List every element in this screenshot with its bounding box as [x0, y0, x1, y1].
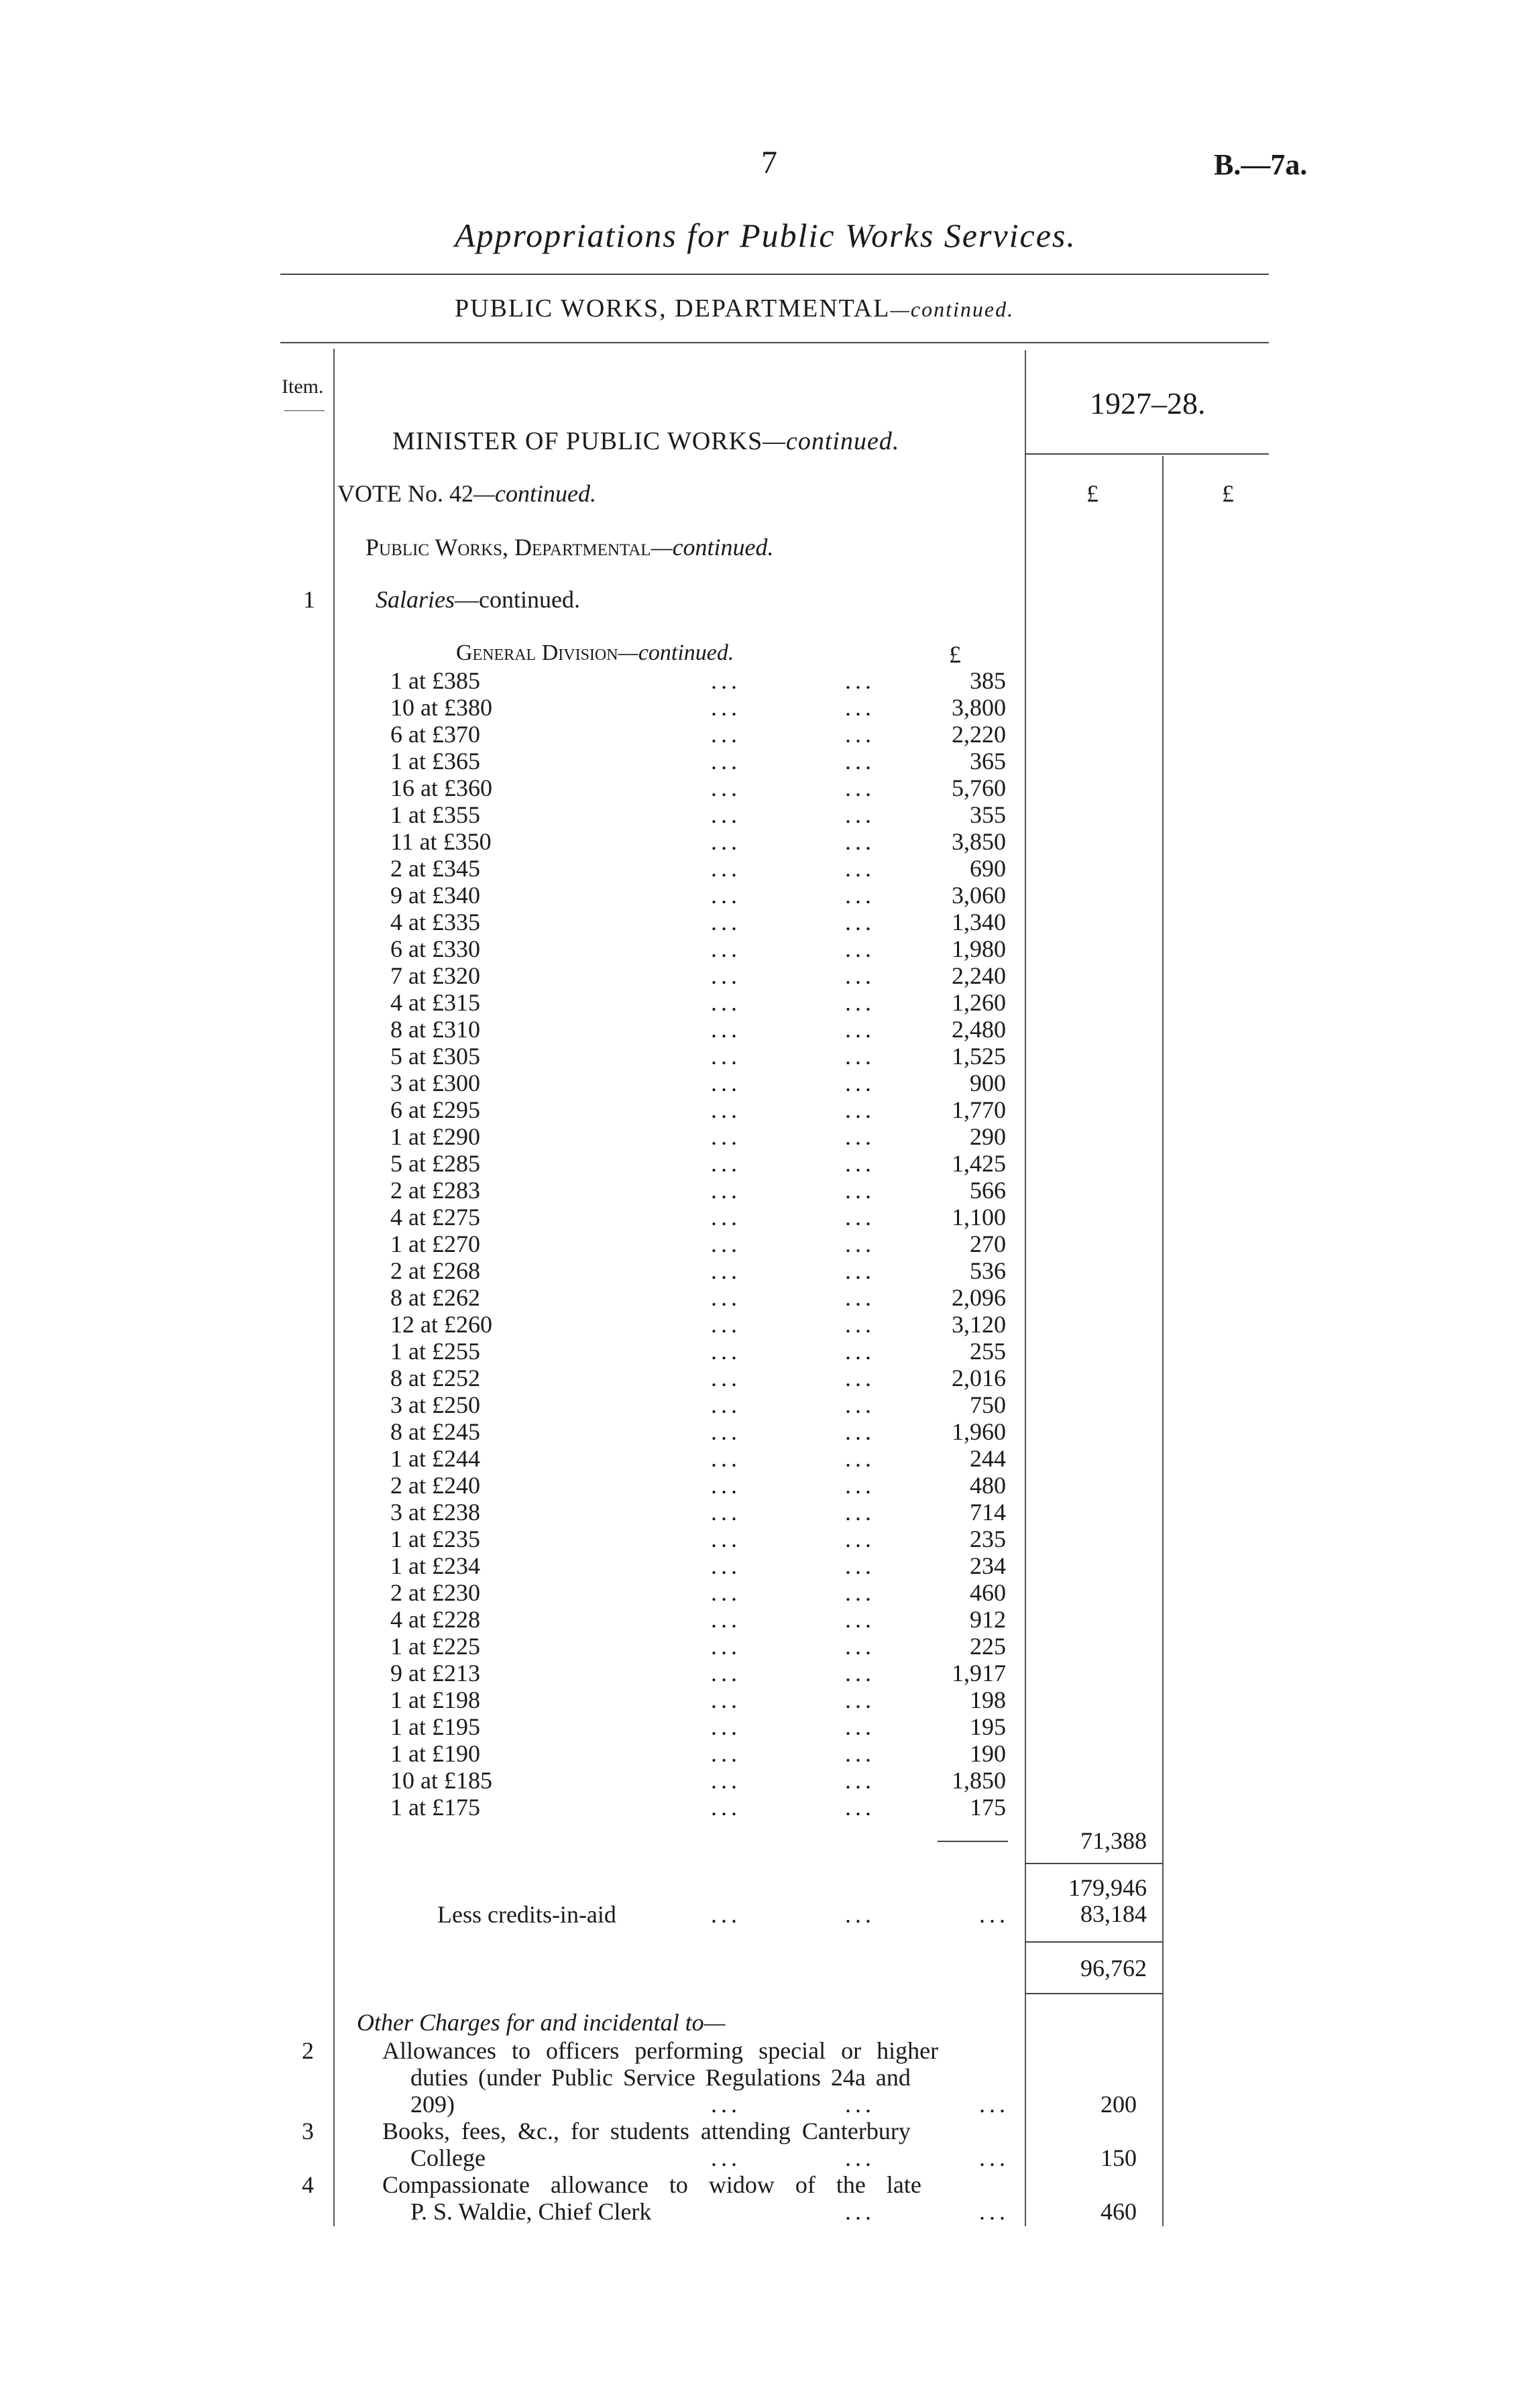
salary-row-description: 5 at £305 — [390, 1043, 480, 1070]
leader-dots: ... — [845, 1150, 875, 1177]
salary-row — [0, 1365, 1521, 1391]
leader-dots: ... — [711, 1230, 741, 1257]
general-division-text: General Division — [456, 640, 618, 665]
subtotal-rule — [938, 1841, 1008, 1842]
leader-dots: ... — [711, 1579, 741, 1606]
item-3-amount: 150 — [1101, 2144, 1137, 2171]
salary-row-description: 8 at £310 — [390, 1016, 480, 1043]
leader-dots: ... — [845, 775, 875, 801]
salary-row-amount: 3,060 — [952, 882, 1006, 909]
gross-total: 179,946 — [1068, 1874, 1147, 1901]
salary-row-description: 8 at £245 — [390, 1418, 480, 1445]
salary-row-description: 3 at £238 — [390, 1499, 480, 1526]
salary-row-description: 4 at £315 — [390, 989, 480, 1016]
total-rule-3 — [1025, 1993, 1162, 1994]
leader-dots: ... — [711, 1096, 741, 1123]
salary-row-amount: 3,800 — [952, 694, 1006, 721]
leader-dots: ... — [845, 1552, 875, 1579]
leader-dots: ... — [711, 962, 741, 989]
item-3-leader-2: ... — [845, 2144, 875, 2171]
salary-row — [0, 1794, 1521, 1821]
salary-row-description: 10 at £380 — [390, 694, 492, 721]
leader-dots: ... — [711, 1123, 741, 1150]
salary-row-amount: 1,100 — [952, 1204, 1006, 1230]
salary-row-description: 5 at £285 — [390, 1150, 480, 1177]
salary-row — [0, 1445, 1521, 1472]
salary-row-amount: 714 — [970, 1499, 1006, 1526]
vote-heading — [337, 479, 596, 508]
leader-dots: ... — [711, 1713, 741, 1740]
leader-dots: ... — [711, 1043, 741, 1070]
salary-row — [0, 1713, 1521, 1740]
salary-row — [0, 1070, 1521, 1096]
item-2-leader-1: ... — [711, 2091, 741, 2118]
salaries-continued: —continued. — [455, 586, 580, 613]
leader-dots: ... — [711, 882, 741, 909]
salary-row — [0, 989, 1521, 1016]
leader-dots: ... — [711, 801, 741, 828]
salary-row — [0, 1311, 1521, 1338]
salary-row-description: 7 at £320 — [390, 962, 480, 989]
salary-row-description: 1 at £235 — [390, 1526, 480, 1552]
salary-row-description: 6 at £295 — [390, 1096, 480, 1123]
division-heading — [365, 533, 774, 561]
salary-row-amount: 1,340 — [952, 909, 1006, 935]
leader-dots: ... — [845, 1794, 875, 1821]
total-rule-1 — [1025, 1863, 1162, 1864]
salary-row-amount: 3,850 — [952, 828, 1006, 855]
item-2-leader-2: ... — [845, 2091, 875, 2118]
leader-dots: ... — [711, 721, 741, 748]
salary-row — [0, 1418, 1521, 1445]
less-credits-label: Less credits-in-aid — [437, 1901, 616, 1928]
salary-row — [0, 694, 1521, 721]
item-4-leader-1: ... — [845, 2198, 875, 2225]
salary-row — [0, 828, 1521, 855]
salary-row-amount: 1,770 — [952, 1096, 1006, 1123]
salary-row-amount: 235 — [970, 1526, 1006, 1552]
leader-dots: ... — [845, 1204, 875, 1230]
leader-dots: ... — [845, 1284, 875, 1311]
vote-continued: —continued. — [473, 480, 596, 507]
leader-dots: ... — [845, 694, 875, 721]
general-division-total: 71,388 — [1080, 1827, 1147, 1854]
salary-row-amount: 2,480 — [952, 1016, 1006, 1043]
minister-text: MINISTER OF PUBLIC WORKS — [392, 427, 763, 455]
leader-dots: ... — [845, 1418, 875, 1445]
item-3-number: 3 — [302, 2118, 314, 2144]
salary-row-description: 4 at £228 — [390, 1606, 480, 1633]
salary-row-amount: 244 — [970, 1445, 1006, 1472]
salary-row-amount: 355 — [970, 801, 1006, 828]
leader-dots: ... — [711, 1472, 741, 1499]
leader-dots: ... — [845, 828, 875, 855]
salary-row — [0, 1499, 1521, 1526]
leader-dots: ... — [845, 855, 875, 882]
leader-dots: ... — [711, 694, 741, 721]
leader-dots: ... — [845, 882, 875, 909]
total-rule-2 — [1025, 1941, 1162, 1943]
item-header-underline — [284, 410, 325, 411]
leader-dots: ... — [711, 748, 741, 775]
salary-row-description: 9 at £213 — [390, 1660, 480, 1686]
item-2-line-3: 209) — [410, 2091, 455, 2118]
leader-dots: ... — [845, 1445, 875, 1472]
item-4-leader-2: ... — [979, 2198, 1009, 2225]
leader-dots: ... — [711, 909, 741, 935]
leader-dots: ... — [845, 1123, 875, 1150]
leader-dots: ... — [711, 1418, 741, 1445]
salary-row-description: 2 at £240 — [390, 1472, 480, 1499]
subtitle-continued: —continued. — [890, 297, 1015, 321]
salary-row-description: 1 at £355 — [390, 801, 480, 828]
item-4-number: 4 — [302, 2171, 314, 2198]
salary-row-description: 2 at £230 — [390, 1579, 480, 1606]
salary-row-description: 4 at £335 — [390, 909, 480, 935]
less-credits-amount: 83,184 — [1080, 1900, 1147, 1927]
document-reference: B.—7a. — [1214, 148, 1308, 181]
leader-dots: ... — [711, 1552, 741, 1579]
leader-dots: ... — [845, 1686, 875, 1713]
leader-dots: ... — [845, 1365, 875, 1391]
salary-row — [0, 721, 1521, 748]
leader-dots: ... — [711, 935, 741, 962]
salary-row — [0, 1338, 1521, 1365]
leader-dots: ... — [845, 989, 875, 1016]
salary-row-description: 11 at £350 — [390, 828, 492, 855]
salary-row-description: 1 at £290 — [390, 1123, 480, 1150]
salary-row-description: 10 at £185 — [390, 1767, 492, 1794]
salary-row-description: 6 at £330 — [390, 935, 480, 962]
section-subtitle — [455, 294, 1014, 323]
salary-row-amount: 566 — [970, 1177, 1006, 1204]
net-total: 96,762 — [1080, 1955, 1147, 1982]
leader-dots: ... — [711, 1257, 741, 1284]
salary-row-amount: 2,016 — [952, 1365, 1006, 1391]
item-2-line-1: Allowances to officers performing special or higher — [382, 2037, 939, 2064]
leader-dots: ... — [711, 1686, 741, 1713]
salary-row — [0, 667, 1521, 694]
leader-dots: ... — [711, 989, 741, 1016]
item-2-leader-3: ... — [979, 2091, 1009, 2118]
item-3-leader-1: ... — [711, 2144, 741, 2171]
leader-dots: ... — [711, 1499, 741, 1526]
leader-dots: ... — [845, 1096, 875, 1123]
salary-row — [0, 1016, 1521, 1043]
salary-row-amount: 290 — [970, 1123, 1006, 1150]
leader-dots: ... — [845, 801, 875, 828]
salary-row-amount: 1,850 — [952, 1767, 1006, 1794]
salary-row-amount: 175 — [970, 1794, 1006, 1821]
salary-row-amount: 690 — [970, 855, 1006, 882]
leader-dots: ... — [845, 1016, 875, 1043]
other-charges-heading: Other Charges for and incidental to— — [357, 2009, 726, 2036]
salary-row — [0, 1686, 1521, 1713]
salary-row — [0, 1633, 1521, 1660]
salary-row-amount: 900 — [970, 1070, 1006, 1096]
salary-row — [0, 1660, 1521, 1686]
leader-dots: ... — [711, 1526, 741, 1552]
salary-row-description: 3 at £250 — [390, 1391, 480, 1418]
salary-row — [0, 935, 1521, 962]
salary-row-amount: 195 — [970, 1713, 1006, 1740]
leader-dots: ... — [845, 962, 875, 989]
salary-row-amount: 1,425 — [952, 1150, 1006, 1177]
leader-dots: ... — [711, 1391, 741, 1418]
general-division-heading — [456, 640, 734, 666]
salary-row-description: 16 at £360 — [390, 775, 492, 801]
leader-dots: ... — [845, 1472, 875, 1499]
leader-dots: ... — [845, 1767, 875, 1794]
salary-row-amount: 750 — [970, 1391, 1006, 1418]
leader-dots: ... — [711, 1767, 741, 1794]
salary-row-amount: 460 — [970, 1579, 1006, 1606]
leader-dots: ... — [845, 935, 875, 962]
salary-row-description: 1 at £244 — [390, 1445, 480, 1472]
salary-row-amount: 536 — [970, 1257, 1006, 1284]
leader-dots: ... — [711, 828, 741, 855]
salary-row-amount: 270 — [970, 1230, 1006, 1257]
leader-dots: ... — [711, 1338, 741, 1365]
leader-dots: ... — [845, 1177, 875, 1204]
leader-dots: ... — [845, 1070, 875, 1096]
item-2-number: 2 — [302, 2037, 314, 2064]
page-number: 7 — [761, 145, 777, 180]
division-text: Public Works, Departmental — [365, 534, 651, 561]
leader-dots: ... — [845, 1606, 875, 1633]
item-4-line-2: P. S. Waldie, Chief Clerk — [410, 2198, 652, 2225]
leader-dots: ... — [711, 667, 741, 694]
leader-dots: ... — [711, 1150, 741, 1177]
salary-row-amount: 190 — [970, 1740, 1006, 1767]
salary-row — [0, 855, 1521, 882]
item-3-line-1: Books, fees, &c., for students attending Canterbury — [382, 2118, 911, 2144]
division-continued: —continued. — [651, 534, 774, 561]
salary-row-amount: 198 — [970, 1686, 1006, 1713]
salary-row — [0, 1552, 1521, 1579]
salary-row-amount: 1,525 — [952, 1043, 1006, 1070]
salary-row-description: 1 at £225 — [390, 1633, 480, 1660]
leader-dots: ... — [711, 775, 741, 801]
salary-row — [0, 882, 1521, 909]
salary-row — [0, 801, 1521, 828]
salary-row-description: 1 at £270 — [390, 1230, 480, 1257]
salaries-text: Salaries — [376, 586, 455, 613]
leader-dots: ... — [711, 1606, 741, 1633]
minister-heading — [392, 426, 899, 456]
salary-row — [0, 1472, 1521, 1499]
salary-row — [0, 1043, 1521, 1070]
item-4-amount: 460 — [1101, 2198, 1137, 2225]
salary-row-amount: 1,260 — [952, 989, 1006, 1016]
salary-row-description: 1 at £195 — [390, 1713, 480, 1740]
salary-row-description: 4 at £275 — [390, 1204, 480, 1230]
salary-row — [0, 1177, 1521, 1204]
salary-row-description: 9 at £340 — [390, 882, 480, 909]
item-2-line-2: duties (under Public Service Regulations 24a and — [410, 2064, 911, 2091]
main-title: Appropriations for Public Works Services. — [455, 217, 1076, 254]
leader-dots: ... — [711, 1794, 741, 1821]
salary-row-description: 1 at £190 — [390, 1740, 480, 1767]
salary-row-amount: 365 — [970, 748, 1006, 775]
leader-dots: ... — [711, 1016, 741, 1043]
salary-row-description: 6 at £370 — [390, 721, 480, 748]
salary-row-description: 1 at £234 — [390, 1552, 480, 1579]
minister-continued: —continued. — [763, 427, 900, 455]
salaries-heading — [376, 585, 580, 614]
salary-row — [0, 1284, 1521, 1311]
item-column-header: Item. — [282, 376, 324, 398]
salary-row-description: 8 at £262 — [390, 1284, 480, 1311]
salary-row-amount: 255 — [970, 1338, 1006, 1365]
salary-row — [0, 1123, 1521, 1150]
leader-dots: ... — [845, 1713, 875, 1740]
salary-row — [0, 1150, 1521, 1177]
salary-row-amount: 385 — [970, 667, 1006, 694]
salary-row-amount: 3,120 — [952, 1311, 1006, 1338]
salary-row — [0, 1606, 1521, 1633]
leader-dots: ... — [711, 1284, 741, 1311]
salary-row-description: 1 at £255 — [390, 1338, 480, 1365]
item-2-amount: 200 — [1101, 2091, 1137, 2118]
less-credits-leader-3: ... — [979, 1901, 1009, 1928]
leader-dots: ... — [845, 1338, 875, 1365]
subtitle-text: PUBLIC WORKS, DEPARTMENTAL — [455, 294, 891, 323]
salary-row-amount: 2,220 — [952, 721, 1006, 748]
salaries-item-number: 1 — [303, 586, 315, 613]
leader-dots: ... — [711, 1445, 741, 1472]
salary-row-description: 12 at £260 — [390, 1311, 492, 1338]
leader-dots: ... — [845, 1660, 875, 1686]
salary-row — [0, 1740, 1521, 1767]
salary-row-description: 2 at £345 — [390, 855, 480, 882]
salary-row — [0, 775, 1521, 801]
salary-row — [0, 909, 1521, 935]
leader-dots: ... — [711, 1204, 741, 1230]
salary-row-description: 2 at £268 — [390, 1257, 480, 1284]
item-3-line-2: College — [410, 2144, 486, 2171]
salary-row-amount: 5,760 — [952, 775, 1006, 801]
salary-row-description: 8 at £252 — [390, 1365, 480, 1391]
general-division-continued: —continued. — [618, 640, 734, 665]
salary-row-description: 1 at £198 — [390, 1686, 480, 1713]
salary-row — [0, 1204, 1521, 1230]
leader-dots: ... — [845, 1526, 875, 1552]
subtitle-rule — [280, 342, 1269, 343]
leader-dots: ... — [845, 1043, 875, 1070]
leader-dots: ... — [711, 1070, 741, 1096]
item-4-line-1: Compassionate allowance to widow of the late — [382, 2171, 921, 2198]
salary-row — [0, 748, 1521, 775]
salary-row-description: 1 at £175 — [390, 1794, 480, 1821]
leader-dots: ... — [845, 748, 875, 775]
leader-dots: ... — [711, 1633, 741, 1660]
leader-dots: ... — [711, 1365, 741, 1391]
salary-row — [0, 1096, 1521, 1123]
salary-row-amount: 480 — [970, 1472, 1006, 1499]
leader-dots: ... — [845, 909, 875, 935]
currency-symbol-total: £ — [1222, 480, 1234, 507]
vote-text: VOTE No. 42 — [337, 480, 473, 507]
leader-dots: ... — [845, 1579, 875, 1606]
leader-dots: ... — [711, 1740, 741, 1767]
salary-row-amount: 1,980 — [952, 935, 1006, 962]
leader-dots: ... — [845, 667, 875, 694]
salary-row — [0, 1526, 1521, 1552]
salary-row-amount: 234 — [970, 1552, 1006, 1579]
salary-row-amount: 225 — [970, 1633, 1006, 1660]
leader-dots: ... — [845, 1257, 875, 1284]
currency-symbol-subtotal: £ — [1086, 480, 1098, 507]
salary-row-description: 1 at £385 — [390, 667, 480, 694]
salary-row — [0, 1257, 1521, 1284]
leader-dots: ... — [711, 1660, 741, 1686]
leader-dots: ... — [711, 1177, 741, 1204]
salary-row — [0, 1230, 1521, 1257]
leader-dots: ... — [845, 1633, 875, 1660]
leader-dots: ... — [845, 1230, 875, 1257]
less-credits-leader-1: ... — [711, 1901, 741, 1928]
salary-row-amount: 2,096 — [952, 1284, 1006, 1311]
salary-row-amount: 1,917 — [952, 1660, 1006, 1686]
item-3-leader-3: ... — [979, 2144, 1009, 2171]
salary-row — [0, 1767, 1521, 1794]
fiscal-year-header: 1927–28. — [1090, 386, 1206, 420]
leader-dots: ... — [845, 1740, 875, 1767]
leader-dots: ... — [711, 855, 741, 882]
year-header-rule — [1025, 453, 1269, 455]
leader-dots: ... — [845, 1499, 875, 1526]
salary-row — [0, 962, 1521, 989]
leader-dots: ... — [711, 1311, 741, 1338]
less-credits-leader-2: ... — [845, 1901, 875, 1928]
salary-row-amount: 912 — [970, 1606, 1006, 1633]
leader-dots: ... — [845, 1391, 875, 1418]
salary-row-amount: 2,240 — [952, 962, 1006, 989]
leader-dots: ... — [845, 1311, 875, 1338]
salary-row-description: 1 at £365 — [390, 748, 480, 775]
salary-row-description: 3 at £300 — [390, 1070, 480, 1096]
salary-row-description: 2 at £283 — [390, 1177, 480, 1204]
salary-row — [0, 1579, 1521, 1606]
salary-row-amount: 1,960 — [952, 1418, 1006, 1445]
title-rule — [280, 274, 1269, 275]
salary-row — [0, 1391, 1521, 1418]
amount-currency-symbol: £ — [949, 641, 961, 668]
leader-dots: ... — [845, 721, 875, 748]
